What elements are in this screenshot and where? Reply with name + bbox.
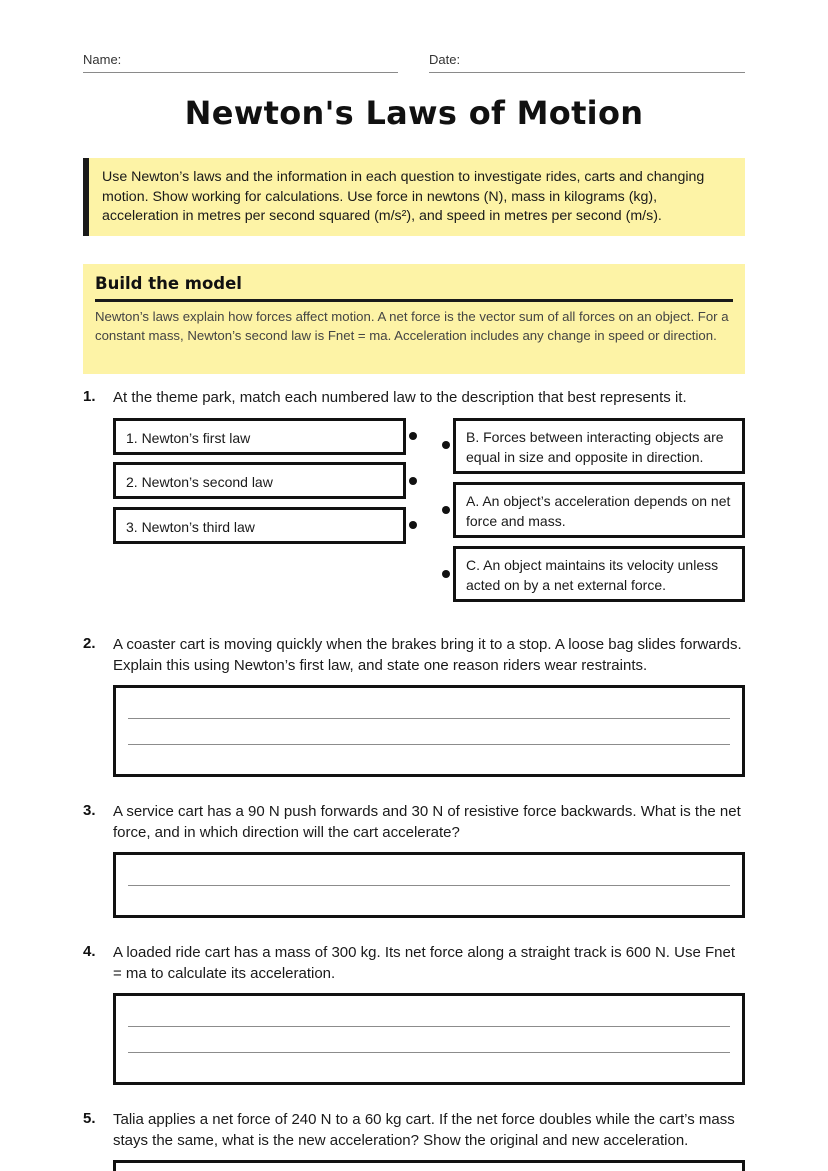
question-number: 3. [83, 802, 96, 819]
question-text: At the theme park, match each numbered law to the description that best represents it. [113, 389, 687, 406]
match-dot-law-1[interactable] [409, 432, 417, 440]
answer-box[interactable] [113, 1160, 745, 1171]
description-box-c[interactable] [453, 546, 745, 602]
law-label: 2. Newton’s second law [126, 474, 273, 490]
question-number: 5. [83, 1110, 96, 1127]
question-number: 2. [83, 635, 96, 652]
answer-line [128, 1026, 730, 1027]
description-label: B. Forces between interacting objects are equal in size and opposite in direction. [466, 429, 724, 465]
question-text: A coaster cart is moving quickly when the brakes bring it to a stop. A loose bag slides forwards. Explain this using Newton’s first law, and state one reason riders wear restraints. [113, 636, 742, 674]
model-heading: Build the model [95, 274, 733, 302]
answer-box[interactable] [113, 852, 745, 918]
page-title: Newton's Laws of Motion [184, 94, 644, 132]
build-the-model-box [83, 264, 745, 374]
answer-line [128, 1052, 730, 1053]
law-box-3[interactable] [113, 507, 406, 544]
answer-box[interactable] [113, 685, 745, 777]
law-label: 1. Newton’s first law [126, 430, 251, 446]
answer-line [128, 718, 730, 719]
date-field[interactable] [429, 72, 745, 73]
match-dot-law-3[interactable] [409, 521, 417, 529]
answer-box[interactable] [113, 993, 745, 1085]
model-text: Newton’s laws explain how forces affect motion. A net force is the vector sum of all forces on an object. For a constant mass, Newton’s second law is Fnet = ma. Acceleration includes any change in speed or direction. [95, 309, 729, 343]
match-dot-law-2[interactable] [409, 477, 417, 485]
description-label: A. An object’s acceleration depends on net force and mass. [466, 493, 731, 529]
law-box-1[interactable] [113, 418, 406, 455]
question-number: 4. [83, 943, 96, 960]
description-box-a[interactable] [453, 482, 745, 538]
name-label: Name: [83, 52, 122, 67]
description-label: C. An object maintains its velocity unless acted on by a net external force. [466, 557, 719, 593]
date-label: Date: [429, 52, 461, 67]
description-box-b[interactable] [453, 418, 745, 474]
answer-line [128, 885, 730, 886]
question-text: A loaded ride cart has a mass of 300 kg. Its net force along a straight track is 600 N. Use Fnet = ma to calculate its acceleration. [113, 944, 735, 982]
answer-line [128, 744, 730, 745]
instructions-box [83, 158, 745, 236]
question-text: A service cart has a 90 N push forwards and 30 N of resistive force backwards. What is the net force, and in which direction will the cart accelerate? [113, 803, 741, 841]
match-dot-desc-b[interactable] [442, 441, 450, 449]
match-dot-desc-c[interactable] [442, 570, 450, 578]
name-field[interactable] [83, 72, 398, 73]
instructions-text: Use Newton’s laws and the information in each question to investigate rides, carts and changing motion. Show working for calculations. Use force in newtons (N), mass in kilograms (kg), acceleration in metres per second squared (m/s²), and speed in metres per second (m/s). [102, 169, 705, 225]
match-dot-desc-a[interactable] [442, 506, 450, 514]
question-text: Talia applies a net force of 240 N to a 60 kg cart. If the net force doubles while the cart’s mass stays the same, what is the new acceleration? Show the original and new acceleration. [113, 1111, 735, 1149]
question-number: 1. [83, 388, 96, 405]
law-box-2[interactable] [113, 462, 406, 499]
law-label: 3. Newton’s third law [126, 519, 255, 535]
